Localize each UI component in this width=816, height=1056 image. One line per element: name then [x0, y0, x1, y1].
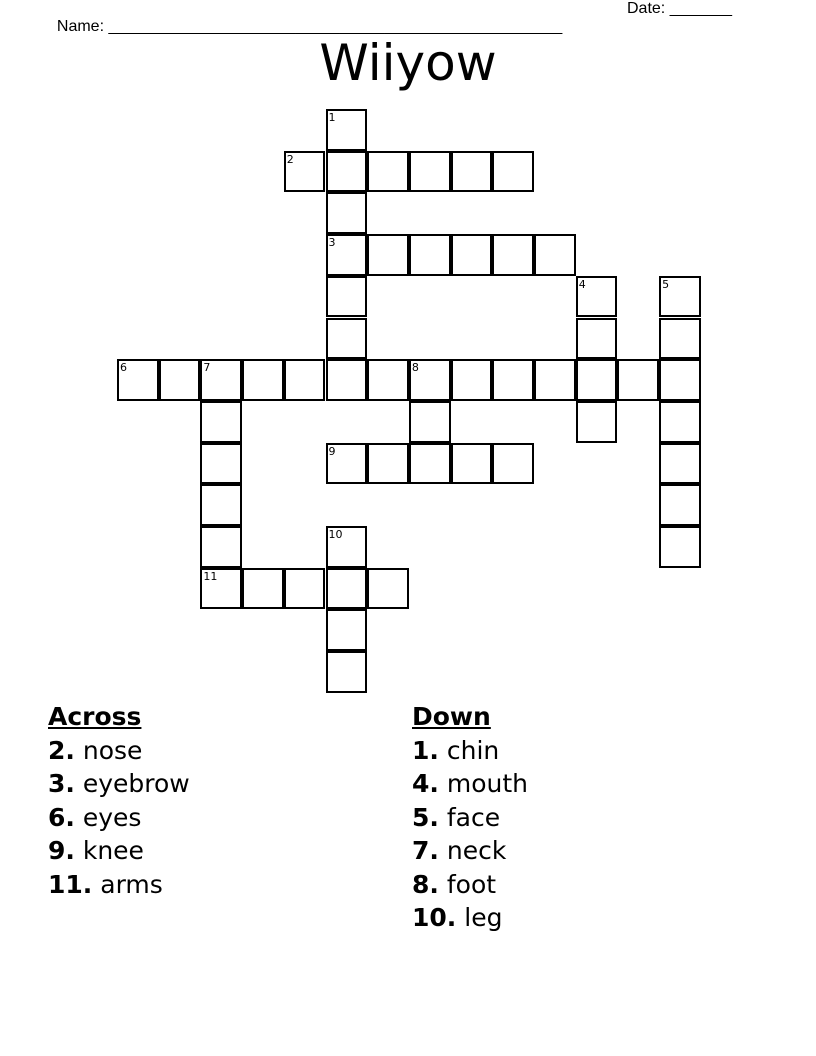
down-heading: Down: [412, 702, 491, 731]
cell-number: 6: [120, 361, 127, 375]
puzzle-title: Wiiyow: [319, 34, 497, 92]
clue-text: eyebrow: [74, 769, 190, 799]
clue-item: [412, 834, 528, 867]
grid-cell: [659, 276, 701, 318]
clue-item: [412, 901, 528, 934]
clue-item: [48, 734, 190, 767]
clue-text: chin: [438, 736, 500, 765]
grid-cell: [659, 484, 701, 526]
cell-number: 8: [411, 361, 419, 375]
grid-cell: [200, 443, 242, 485]
grid-cell: [409, 359, 451, 401]
grid-cell: [200, 401, 242, 443]
grid-cell: [326, 276, 368, 318]
clue-number: 6.: [48, 802, 75, 832]
grid-cell: [534, 234, 576, 276]
grid-cell: [367, 359, 409, 401]
grid-cell: [659, 318, 701, 360]
grid-cell: [659, 443, 701, 485]
clue-number: 4.: [412, 769, 439, 799]
clue-number: 11.: [48, 869, 93, 899]
date-field-label: Date: _______: [627, 0, 732, 17]
clue-text: nose: [74, 736, 143, 765]
down-clues: [412, 700, 528, 934]
cell-number: 10: [328, 528, 343, 541]
clue-number: 5.: [412, 802, 439, 832]
cell-number: 9: [328, 444, 336, 458]
grid-cell: [326, 359, 368, 401]
clue-text: neck: [438, 836, 507, 866]
cell-number: 11: [203, 569, 218, 583]
clue-number: 7.: [412, 836, 439, 866]
grid-cell: [326, 526, 368, 568]
grid-cell: [576, 318, 618, 360]
clue-item: [48, 834, 190, 867]
grid-cell: [367, 234, 409, 276]
grid-cell: [326, 192, 368, 234]
clue-text: knee: [74, 836, 144, 866]
grid-cell: [326, 318, 368, 360]
grid-cell: [117, 359, 159, 401]
grid-cell: [659, 359, 701, 401]
grid-cell: [200, 484, 242, 526]
grid-cell: [451, 234, 493, 276]
cell-number: 1: [328, 111, 336, 124]
clue-text: foot: [438, 869, 497, 899]
grid-cell: [326, 234, 368, 276]
grid-cell: [409, 234, 451, 276]
grid-cell: [492, 443, 534, 485]
grid-cell: [326, 151, 368, 193]
clue-item: [412, 801, 528, 834]
clue-item: [48, 868, 190, 901]
clue-text: eyes: [74, 802, 142, 832]
grid-cell: [284, 568, 326, 610]
grid-cell: [326, 443, 368, 485]
grid-cell: [367, 568, 409, 610]
clue-item: [412, 868, 528, 901]
grid-cell: [492, 234, 534, 276]
grid-cell: [492, 359, 534, 401]
clue-item: [48, 801, 190, 834]
clue-number: 9.: [48, 836, 75, 866]
cell-number: 5: [662, 277, 670, 291]
grid-cell: [326, 651, 368, 693]
grid-cell: [409, 401, 451, 443]
grid-cell: [409, 443, 451, 485]
grid-cell: [617, 359, 659, 401]
grid-cell: [451, 443, 493, 485]
clue-number: 10.: [412, 903, 457, 933]
clue-text: face: [438, 802, 501, 832]
grid-cell: [200, 568, 242, 610]
across-clues: [48, 700, 190, 901]
clue-number: 3.: [48, 769, 75, 799]
grid-cell: [284, 151, 326, 193]
grid-cell: [367, 443, 409, 485]
grid-cell: [367, 151, 409, 193]
grid-cell: [451, 359, 493, 401]
grid-cell: [242, 359, 284, 401]
grid-cell: [492, 151, 534, 193]
grid-cell: [326, 568, 368, 610]
clue-text: mouth: [438, 769, 528, 799]
cell-number: 4: [578, 277, 586, 291]
clue-text: leg: [456, 903, 503, 933]
clue-item: [48, 767, 190, 800]
across-heading: Across: [48, 702, 142, 731]
grid-cell: [576, 401, 618, 443]
grid-cell: [326, 109, 368, 151]
grid-cell: [576, 359, 618, 401]
grid-cell: [159, 359, 201, 401]
grid-cell: [200, 526, 242, 568]
cell-number: 7: [203, 361, 211, 375]
clue-item: [412, 767, 528, 800]
clue-number: 2.: [48, 736, 75, 765]
grid-cell: [326, 609, 368, 651]
cell-number: 3: [328, 236, 336, 250]
grid-cell: [659, 401, 701, 443]
cell-number: 2: [286, 152, 294, 166]
grid-cell: [200, 359, 242, 401]
grid-cell: [409, 151, 451, 193]
grid-cell: [284, 359, 326, 401]
grid-cell: [451, 151, 493, 193]
clue-number: 8.: [412, 869, 439, 899]
clue-number: 1.: [412, 736, 439, 765]
clue-item: [412, 734, 528, 767]
grid-cell: [576, 276, 618, 318]
grid-cell: [242, 568, 284, 610]
name-field-label: Name: ___________________________________________________: [56, 18, 563, 35]
grid-cell: [534, 359, 576, 401]
grid-cell: [659, 526, 701, 568]
clue-text: arms: [92, 869, 163, 899]
